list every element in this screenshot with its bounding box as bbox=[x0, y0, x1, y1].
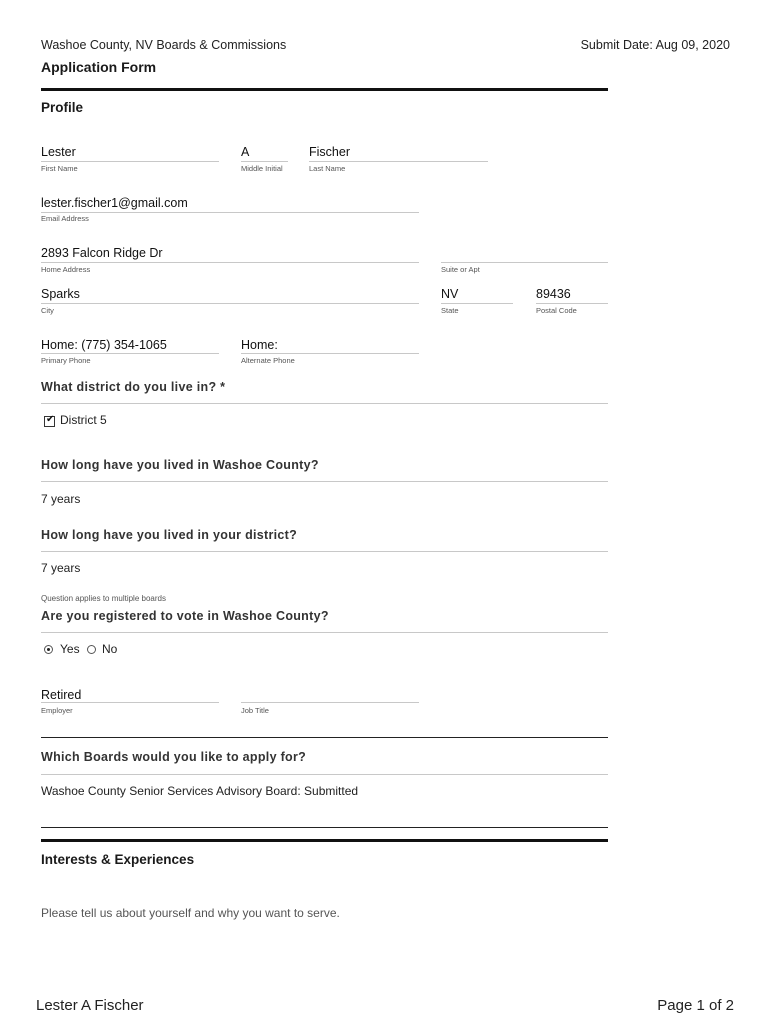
county-years-rule bbox=[41, 481, 608, 482]
interests-section-title: Interests & Experiences bbox=[41, 852, 195, 867]
boards-bottom-rule bbox=[41, 827, 608, 828]
boards-answer: Washoe County Senior Services Advisory Board: Submitted bbox=[41, 784, 359, 798]
first-name-line bbox=[41, 161, 219, 162]
suite-line bbox=[441, 262, 608, 263]
middle-initial-label: Middle Initial bbox=[241, 164, 283, 173]
district-years-answer: 7 years bbox=[41, 561, 81, 575]
vote-no-label: No bbox=[102, 642, 118, 656]
alternate-phone-value: Home: bbox=[241, 338, 278, 352]
postal-code-label: Postal Code bbox=[536, 306, 577, 315]
district-question-rule bbox=[41, 403, 608, 404]
middle-initial-value: A bbox=[241, 145, 250, 159]
profile-section-title: Profile bbox=[41, 100, 84, 115]
primary-phone-line bbox=[41, 353, 219, 354]
interests-prompt: Please tell us about yourself and why you want to serve. bbox=[41, 906, 340, 920]
multiple-boards-note: Question applies to multiple boards bbox=[41, 594, 166, 603]
employer-label: Employer bbox=[41, 706, 73, 715]
email-label: Email Address bbox=[41, 214, 89, 223]
county-years-question: How long have you lived in Washoe County? bbox=[41, 458, 319, 472]
vote-question: Are you registered to vote in Washoe County? bbox=[41, 609, 329, 623]
footer-page-number: Page 1 of 2 bbox=[657, 997, 734, 1014]
job-title-line bbox=[241, 702, 419, 703]
form-title: Application Form bbox=[41, 59, 157, 75]
state-line bbox=[441, 303, 513, 304]
state-label: State bbox=[441, 306, 459, 315]
employer-line bbox=[41, 702, 219, 703]
first-name-label: First Name bbox=[41, 164, 78, 173]
header-rule bbox=[41, 88, 608, 91]
city-label: City bbox=[41, 306, 54, 315]
county-years-answer: 7 years bbox=[41, 492, 81, 506]
city-value: Sparks bbox=[41, 287, 80, 301]
employer-value: Retired bbox=[41, 688, 82, 702]
vote-yes-radio[interactable] bbox=[44, 645, 53, 654]
primary-phone-label: Primary Phone bbox=[41, 356, 91, 365]
home-address-label: Home Address bbox=[41, 265, 91, 274]
vote-question-rule bbox=[41, 632, 608, 633]
last-name-line bbox=[309, 161, 488, 162]
vote-no-radio[interactable] bbox=[87, 645, 96, 654]
district-years-rule bbox=[41, 551, 608, 552]
first-name-value: Lester bbox=[41, 145, 76, 159]
district-checkbox[interactable] bbox=[44, 416, 55, 427]
state-value: NV bbox=[441, 287, 459, 301]
postal-code-value: 89436 bbox=[536, 287, 571, 301]
interests-rule bbox=[41, 839, 608, 842]
last-name-value: Fischer bbox=[309, 145, 350, 159]
home-address-value: 2893 Falcon Ridge Dr bbox=[41, 246, 163, 260]
district-question: What district do you live in? * bbox=[41, 380, 226, 394]
boards-top-rule bbox=[41, 737, 608, 738]
vote-yes-label: Yes bbox=[60, 642, 80, 656]
middle-initial-line bbox=[241, 161, 288, 162]
footer-applicant-name: Lester A Fischer bbox=[36, 997, 144, 1014]
district-years-question: How long have you lived in your district? bbox=[41, 528, 298, 542]
primary-phone-value: Home: (775) 354-1065 bbox=[41, 338, 167, 352]
district-option-label: District 5 bbox=[60, 413, 107, 427]
job-title-label: Job Title bbox=[241, 706, 269, 715]
home-address-line bbox=[41, 262, 419, 263]
alternate-phone-line bbox=[241, 353, 419, 354]
postal-code-line bbox=[536, 303, 608, 304]
organization-name: Washoe County, NV Boards & Commissions bbox=[41, 38, 287, 52]
suite-label: Suite or Apt bbox=[441, 265, 480, 274]
boards-question-rule bbox=[41, 774, 608, 775]
alternate-phone-label: Alternate Phone bbox=[241, 356, 295, 365]
city-line bbox=[41, 303, 419, 304]
boards-question: Which Boards would you like to apply for? bbox=[41, 750, 307, 764]
checkmark-icon: ✔ bbox=[46, 414, 55, 425]
email-value: lester.fischer1@gmail.com bbox=[41, 196, 188, 210]
email-line bbox=[41, 212, 419, 213]
last-name-label: Last Name bbox=[309, 164, 346, 173]
submit-date: Submit Date: Aug 09, 2020 bbox=[580, 38, 730, 52]
